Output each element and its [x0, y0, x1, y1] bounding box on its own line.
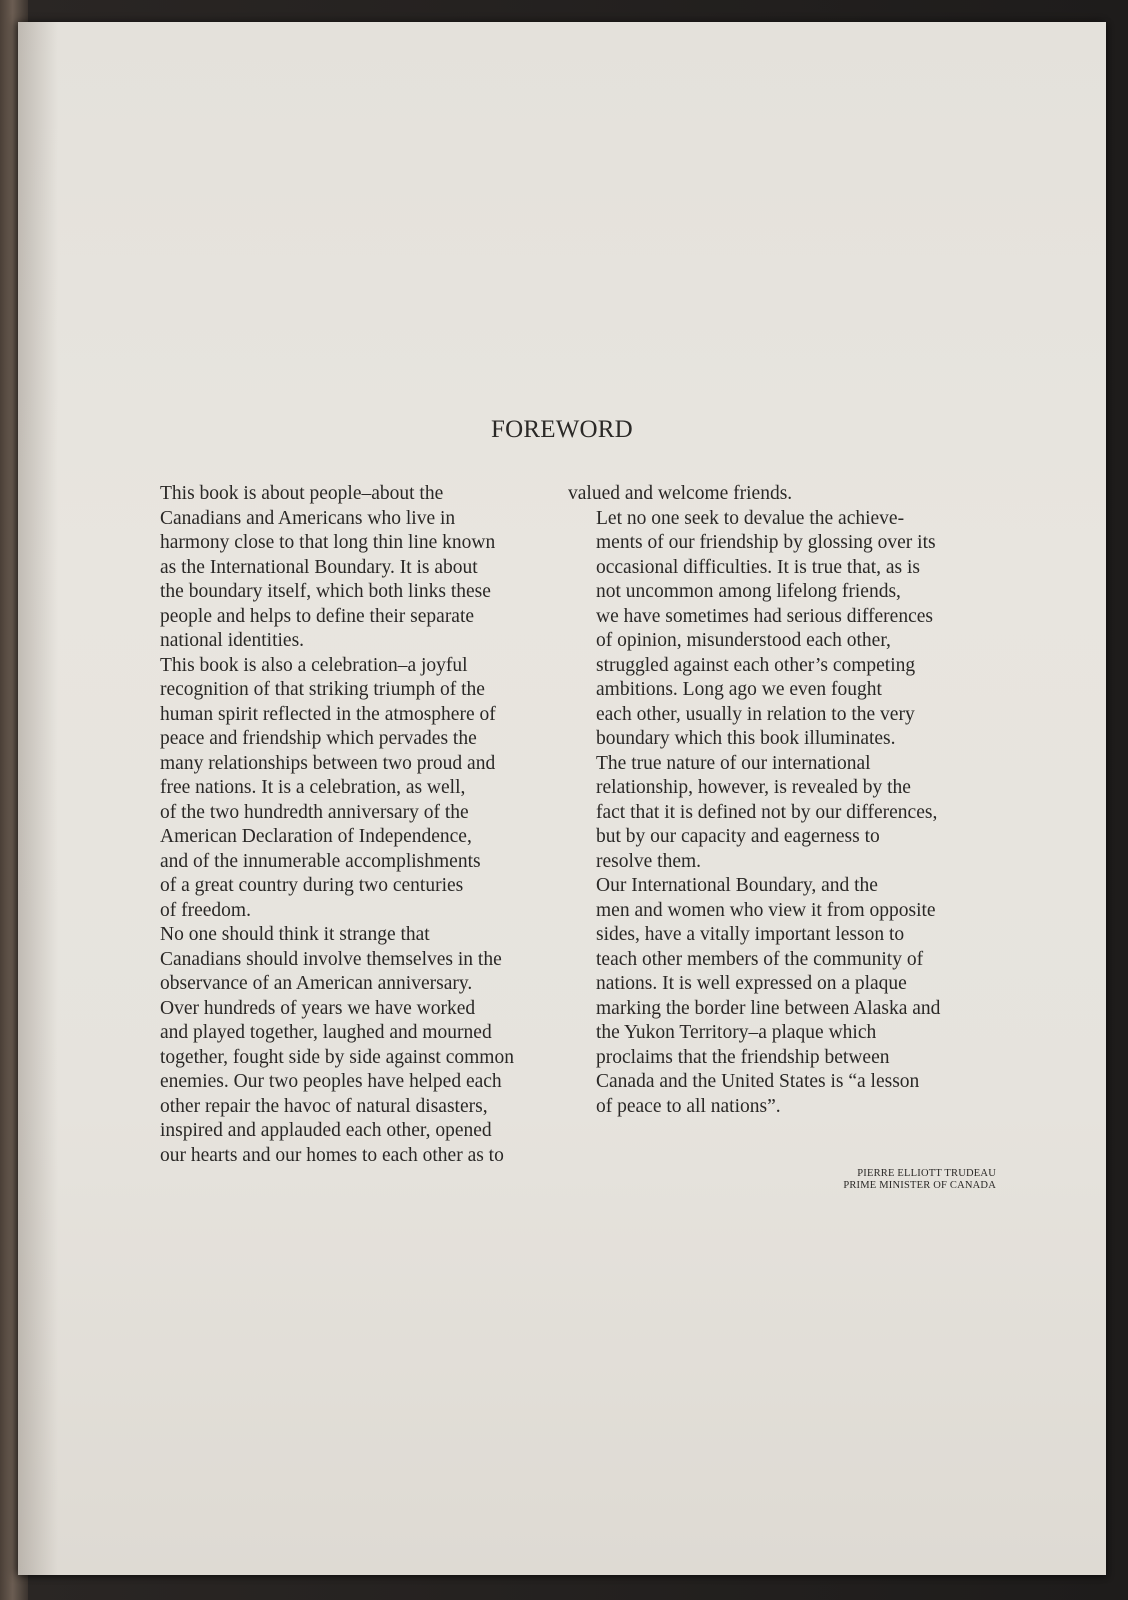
- text-line: of the two hundredth anniversary of the: [160, 801, 469, 823]
- right-paragraph-continuation: [568, 482, 998, 507]
- text-line: enemies. Our two peoples have helped each: [160, 1071, 502, 1092]
- text-line: and of the innumerable accomplishments: [160, 850, 481, 872]
- text-line: human spirit reflected in the atmosphere of: [160, 703, 496, 725]
- text-line: struggled against each other’s competing: [596, 654, 916, 676]
- text-line: our hearts and our homes to each other as to: [160, 1144, 504, 1166]
- right-paragraph-2: [568, 752, 998, 875]
- text-line: but by our capacity and eagerness to: [596, 826, 880, 847]
- text-line: occasional difficulties. It is true that, as is: [596, 556, 921, 578]
- text-line: proclaims that the friendship between: [596, 1046, 890, 1068]
- text-line: of peace to all nations”.: [596, 1095, 781, 1117]
- text-line: ments of our friendship by glossing over its: [596, 532, 936, 553]
- book-page: [18, 22, 1106, 1575]
- left-paragraph-3: [132, 923, 562, 1168]
- left-paragraph-1: [132, 482, 562, 654]
- signature-block: [720, 1168, 996, 1192]
- text-line: the Yukon Territory–a plaque which: [596, 1022, 877, 1043]
- text-line: observance of an American anniversary.: [160, 973, 473, 994]
- right-paragraph-1: [568, 507, 998, 752]
- text-line: harmony close to that long thin line known: [160, 532, 496, 553]
- text-line: This book is also a celebration–a joyful: [160, 654, 468, 676]
- text-line: each other, usually in relation to the very: [596, 703, 915, 725]
- text-line: Our International Boundary, and the: [596, 875, 878, 896]
- text-line: fact that it is defined not by our differences,: [596, 801, 938, 823]
- text-line: as the International Boundary. It is about: [160, 556, 478, 578]
- text-line: together, fought side by side against common: [160, 1046, 514, 1068]
- text-line: No one should think it strange that: [160, 924, 430, 945]
- text-line: peace and friendship which pervades the: [160, 728, 477, 749]
- text-line: people and helps to define their separate: [160, 605, 475, 627]
- text-line: inspired and applauded each other, opened: [160, 1120, 492, 1141]
- text-line: boundary which this book illuminates.: [596, 728, 896, 749]
- text-line: sides, have a vitally important lesson to: [596, 924, 905, 945]
- text-line: not uncommon among lifelong friends,: [596, 581, 901, 602]
- right-column: [568, 482, 998, 1119]
- text-line: marking the border line between Alaska and: [596, 997, 941, 1019]
- text-line: valued and welcome friends.: [568, 483, 793, 504]
- text-line: of opinion, misunderstood each other,: [596, 630, 891, 651]
- text-line: Canada and the United States is “a lesson: [596, 1071, 920, 1092]
- page-title: FOREWORD: [491, 416, 633, 443]
- text-line: teach other members of the community of: [596, 948, 924, 970]
- text-line: other repair the havoc of natural disasters,: [160, 1095, 488, 1117]
- text-line: the boundary itself, which both links these: [160, 581, 491, 602]
- text-line: Let no one seek to devalue the achieve-: [596, 507, 905, 529]
- left-paragraph-2: [132, 654, 562, 924]
- text-line: Canadians should involve themselves in the: [160, 948, 502, 970]
- text-line: we have sometimes had serious differences: [596, 605, 933, 627]
- text-line: resolve them.: [596, 850, 702, 872]
- text-line: of freedom.: [160, 899, 251, 921]
- text-line: nations. It is well expressed on a plaque: [596, 973, 907, 994]
- signature-role: PRIME MINISTER OF CANADA: [843, 1180, 996, 1191]
- left-column: [132, 482, 562, 1168]
- text-line: recognition of that striking triumph of the: [160, 679, 485, 700]
- text-line: men and women who view it from opposite: [596, 899, 936, 921]
- text-line: many relationships between two proud and: [160, 752, 496, 774]
- text-line: of a great country during two centuries: [160, 875, 464, 896]
- text-line: The true nature of our international: [596, 752, 871, 774]
- signature-name: PIERRE ELLIOTT TRUDEAU: [857, 1168, 996, 1179]
- text-line: American Declaration of Independence,: [160, 826, 472, 847]
- text-line: relationship, however, is revealed by the: [596, 777, 911, 798]
- text-line: This book is about people–about the: [160, 483, 444, 504]
- text-line: and played together, laughed and mourned: [160, 1022, 492, 1043]
- right-paragraph-3: [568, 874, 998, 1119]
- text-line: Over hundreds of years we have worked: [160, 997, 476, 1019]
- text-line: national identities.: [160, 630, 305, 651]
- text-line: Canadians and Americans who live in: [160, 507, 456, 529]
- text-line: free nations. It is a celebration, as well,: [160, 777, 466, 798]
- text-line: ambitions. Long ago we even fought: [596, 679, 882, 700]
